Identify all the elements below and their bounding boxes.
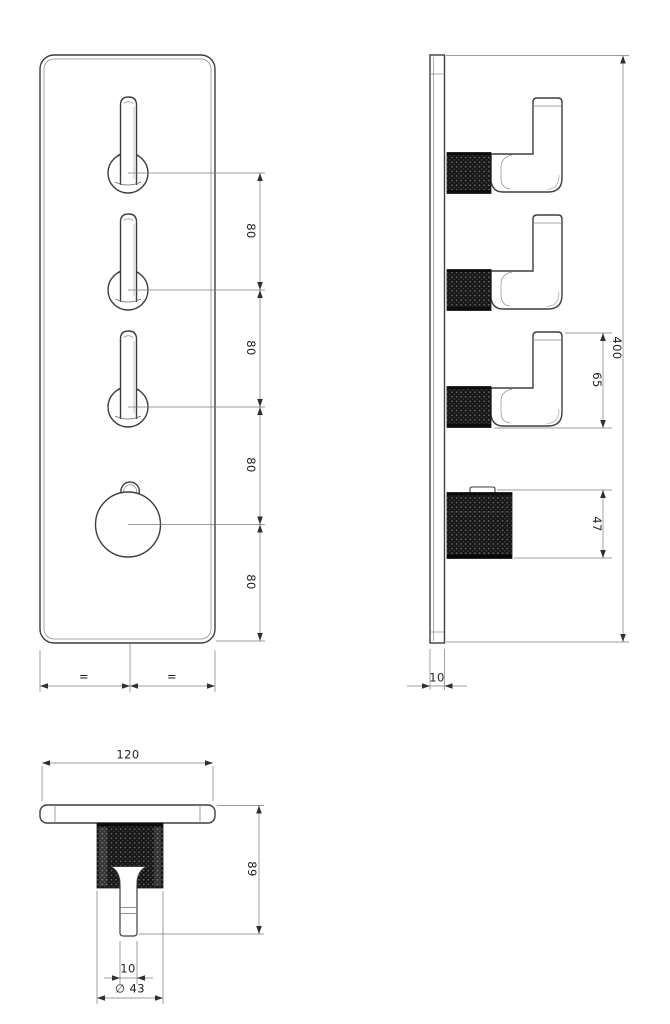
dim-label-spacing-2: 80	[243, 340, 258, 356]
dim-label-spacing-1: 80	[243, 223, 258, 239]
dim-label-plate-width: 120	[116, 747, 140, 762]
dim-label-equal-right: =	[166, 669, 178, 684]
dim-label-handle-length: 65	[589, 372, 604, 388]
side-lever-handle-2	[447, 215, 562, 311]
side-lever-handle-1	[447, 98, 562, 194]
dim-label-equal-left: =	[78, 669, 90, 684]
dim-label-stem-width: 10	[120, 961, 136, 976]
bottom-view	[40, 763, 264, 1004]
bottom-knob-and-stem	[97, 823, 163, 936]
side-lever-handle-3	[447, 332, 562, 428]
dim-label-spacing-4: 80	[243, 574, 258, 590]
side-plate-outline	[430, 55, 445, 643]
front-view	[40, 55, 265, 692]
side-thermostatic-knob	[447, 487, 512, 559]
front-equal-dimension	[40, 644, 215, 692]
dim-label-knob-diameter: ∅ 43	[115, 981, 145, 996]
dim-label-total-height: 400	[609, 336, 624, 360]
dim-label-depth: 89	[244, 861, 259, 877]
bottom-plate-section	[40, 805, 215, 823]
dim-label-plate-thickness: 10	[429, 670, 445, 685]
dim-label-knob-height: 47	[589, 516, 604, 532]
dim-label-spacing-3: 80	[243, 457, 258, 473]
